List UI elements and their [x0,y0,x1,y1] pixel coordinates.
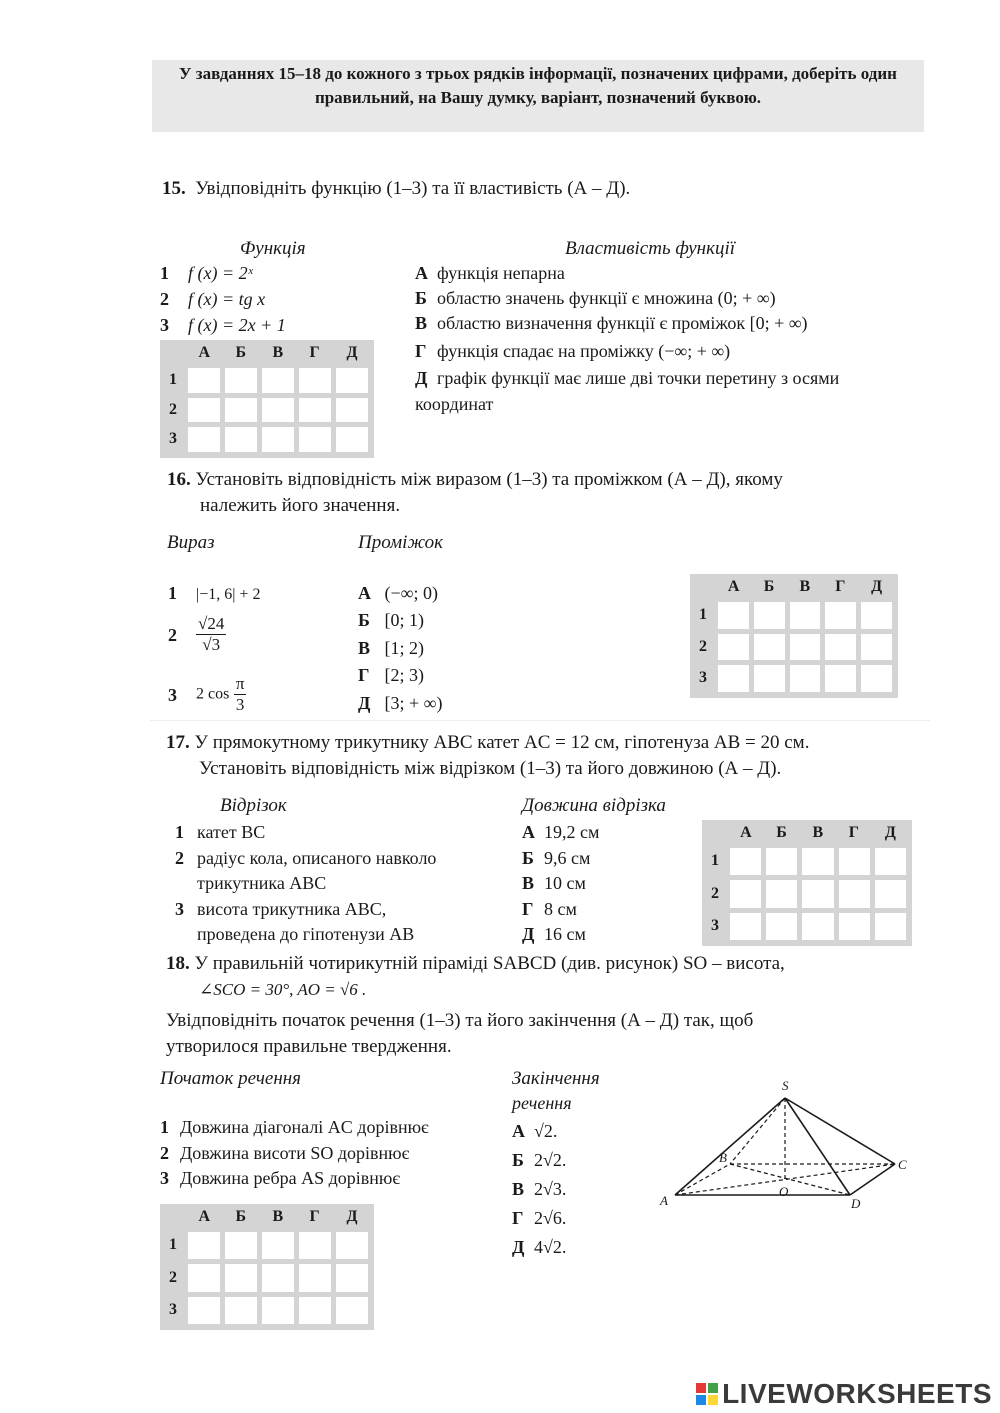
edge-sc [785,1098,895,1164]
answer-cell[interactable] [262,427,294,452]
answer-cell[interactable] [299,398,331,423]
answer-cell[interactable] [299,368,331,393]
grid-row-label: 3 [169,430,177,448]
answer-cell[interactable] [802,880,833,907]
q18-item-1: 1 Довжина діагоналі AC дорівнює [160,1117,429,1137]
grid-col-label: А [198,1208,211,1225]
answer-cell[interactable] [336,398,368,423]
grid-row-label: 2 [169,400,177,418]
q17-number: 17. [166,732,190,753]
q16-answer-grid [690,574,898,698]
answer-cell[interactable] [839,880,870,907]
q17-item-3: 3 висота трикутника ABC, [175,899,387,919]
grid-col-label: Б [763,578,775,595]
q18-left-header: Початок речення [160,1068,302,1089]
q18-title [166,951,785,1003]
answer-cell[interactable] [336,1232,368,1259]
answer-cell[interactable] [299,427,331,452]
q15-option-a: А функція непарна [415,263,565,283]
q15-title [162,176,630,202]
grid-col-label: Г [848,824,859,841]
q15-function-2: 2 f (x) = tg x [160,289,266,309]
answer-cell[interactable] [188,1297,220,1324]
answer-cell[interactable] [262,1264,294,1291]
q15-number: 15. [162,178,186,199]
q18-text-line3: Увідповідніть початок речення (1–3) та його закінчення (А – Д) так, щоб [166,1010,754,1031]
q18-text-line4: утворилося правильне твердження. [166,1036,452,1057]
answer-cell[interactable] [188,398,220,423]
label-d: D [851,1196,861,1211]
grid-col-label: Г [835,578,846,595]
answer-cell[interactable] [225,427,257,452]
q17-option-b: Б 9,6 см [522,848,591,868]
q18-item-2: 2 Довжина висоти SO дорівнює [160,1143,410,1163]
q15-left-header: Функція [240,238,306,259]
q16-title [167,467,902,519]
answer-cell[interactable] [825,602,856,629]
answer-cell[interactable] [336,1297,368,1324]
instructions-banner: У завданнях 15–18 до кожного з трьох рядків інформації, позначених цифрами, доберіть один правильний, на Вашу думку, варіант, позначений буквою. [152,60,924,132]
label-c: C [898,1157,907,1172]
answer-cell[interactable] [839,913,870,940]
q15-answer-grid [160,340,374,458]
grid-row-label: 1 [711,852,719,870]
q15-option-e: Д графік функції має лише дві точки перетину з осями координат [415,368,840,414]
answer-cell[interactable] [861,602,892,629]
q17-option-d: Г 8 см [522,899,577,919]
answer-cell[interactable] [188,427,220,452]
grid-row-label: 3 [711,916,719,934]
grid-col-label: В [799,578,811,595]
q16-left-header: Вираз [167,532,215,553]
q15-option-c: В областю визначення функції є проміжок [0; + ∞) [415,313,808,333]
q17-text-line2: Установіть відповідність між відрізком (1–3) та його довжиною (А – Д). [199,758,782,779]
grid-col-label: Д [346,1208,358,1225]
answer-cell[interactable] [225,1297,257,1324]
answer-cell[interactable] [262,1297,294,1324]
answer-cell[interactable] [861,665,892,692]
answer-cell[interactable] [790,602,821,629]
grid-col-label: В [272,344,284,361]
q18-option-e: Д 4√2. [512,1237,567,1257]
q16-right-header: Проміжок [358,532,443,553]
q17-right-header: Довжина відрізка [522,795,666,816]
q18-option-d: Г 2√6. [512,1208,567,1228]
answer-cell[interactable] [336,1264,368,1291]
label-a: A [660,1193,668,1208]
q18-text-line1: У правильній чотирикутній піраміді SABCD (див. рисунок) SO – висота, [194,953,785,974]
answer-cell[interactable] [730,880,761,907]
q17-option-e: Д 16 см [522,924,586,944]
grid-col-label: Г [309,1208,320,1225]
answer-cell[interactable] [766,913,797,940]
answer-cell[interactable] [188,1232,220,1259]
q16-expr-3: 3 2 cos $\frac{\pi}{3}$ [168,674,245,714]
q16-expr-2: 2 $\frac{√24}{√3}$ [168,614,225,654]
answer-cell[interactable] [262,368,294,393]
q15-function-1: 1 f (x) = 2ˣ [160,263,253,283]
q17-item-1: 1 катет BC [175,822,266,842]
answer-cell[interactable] [790,634,821,661]
q17-answer-grid [702,820,912,946]
pyramid-figure [655,1070,915,1215]
q18-instruction [166,1008,753,1060]
grid-col-label: Д [346,344,358,361]
liveworksheets-logo [696,1378,992,1410]
answer-cell[interactable] [718,665,749,692]
grid-row-label: 2 [711,884,719,902]
q16-option-a: А (−∞; 0) [358,583,438,603]
logo-text: LIVEWORKSHEETS [722,1378,992,1409]
q15-option-b: Б областю значень функції є множина (0; + ∞) [415,288,776,308]
grid-col-label: Б [776,824,787,841]
answer-cell[interactable] [875,880,906,907]
q18-text-line2: ∠SCO = 30°, AO = √6 . [199,980,367,999]
answer-cell[interactable] [730,913,761,940]
answer-cell[interactable] [825,634,856,661]
q16-number: 16. [167,469,191,490]
grid-row-label: 2 [699,637,707,655]
answer-cell[interactable] [262,1232,294,1259]
q17-item-3-cont: проведена до гіпотенузи AB [197,924,415,944]
grid-row-label: 3 [699,669,707,687]
answer-cell[interactable] [225,1232,257,1259]
answer-cell[interactable] [754,665,785,692]
q18-answer-grid [160,1204,374,1330]
label-b: B [719,1150,727,1165]
answer-cell[interactable] [754,634,785,661]
grid-col-label: А [740,824,752,841]
answer-cell[interactable] [299,1232,331,1259]
grid-col-label: Б [235,344,247,361]
grid-col-label: А [727,578,740,595]
edge-ab [675,1164,730,1195]
answer-cell[interactable] [790,665,821,692]
edge-sb [730,1098,785,1164]
q16-expr-1: 1 |−1, 6| + 2 [168,583,261,603]
q15-right-header: Властивість функції [565,238,736,259]
edge-sa [675,1098,785,1195]
answer-cell[interactable] [875,913,906,940]
answer-cell[interactable] [299,1297,331,1324]
edge-dc [850,1164,895,1195]
grid-col-label: А [198,344,211,361]
q16-text-line2: належить його значення. [200,495,401,516]
grid-row-label: 1 [169,370,177,388]
q17-title [166,730,809,782]
q18-option-b: Б 2√2. [512,1150,567,1170]
answer-cell[interactable] [802,848,833,875]
q17-text-line1: У прямокутному трикутнику ABC катет AC = 12 см, гіпотенуза AB = 20 см. [194,732,810,753]
q17-option-a: А 19,2 см [522,822,600,842]
q17-option-c: В 10 см [522,873,586,893]
q16-option-e: Д [3; + ∞) [358,693,443,713]
q18-right-header-1: Закінчення [512,1068,600,1089]
answer-cell[interactable] [336,427,368,452]
answer-cell[interactable] [299,1264,331,1291]
q17-left-header: Відрізок [220,795,287,816]
grid-col-label: В [812,824,824,841]
answer-cell[interactable] [875,848,906,875]
label-s: S [782,1078,789,1093]
q15-option-d: Г функція спадає на проміжку (−∞; + ∞) [415,341,731,361]
grid-col-label: Д [871,578,883,595]
grid-row-label: 2 [169,1268,177,1286]
q15-function-3: 3 f (x) = 2x + 1 [160,315,286,335]
answer-cell[interactable] [225,1264,257,1291]
q18-item-3: 3 Довжина ребра AS дорівнює [160,1168,401,1188]
answer-cell[interactable] [825,665,856,692]
grid-col-label: В [272,1208,284,1225]
q18-number: 18. [166,953,190,974]
q16-option-d: Г [2; 3) [358,665,424,685]
separator [150,720,930,721]
q17-item-2-cont: трикутника ABC [197,873,327,893]
answer-cell[interactable] [802,913,833,940]
answer-cell[interactable] [718,634,749,661]
answer-cell[interactable] [225,368,257,393]
answer-cell[interactable] [766,848,797,875]
grid-col-label: Г [309,344,320,361]
grid-col-label: Б [235,1208,247,1225]
answer-cell[interactable] [839,848,870,875]
q18-option-a: А √2. [512,1121,558,1141]
answer-cell[interactable] [336,368,368,393]
answer-cell[interactable] [188,368,220,393]
logo-icon [696,1380,718,1402]
grid-row-label: 1 [699,605,707,623]
answer-cell[interactable] [718,602,749,629]
answer-cell[interactable] [730,848,761,875]
q18-option-c: В 2√3. [512,1179,567,1199]
answer-cell[interactable] [754,602,785,629]
answer-cell[interactable] [766,880,797,907]
grid-row-label: 1 [169,1236,177,1254]
answer-cell[interactable] [861,634,892,661]
answer-cell[interactable] [188,1264,220,1291]
answer-cell[interactable] [225,398,257,423]
q16-option-c: В [1; 2) [358,638,424,658]
answer-cell[interactable] [262,398,294,423]
q17-item-2: 2 радіус кола, описаного навколо [175,848,437,868]
q15-text: Увідповідніть функцію (1–3) та її властивість (А – Д). [195,178,631,199]
grid-col-label: Д [884,824,896,841]
grid-row-label: 3 [169,1300,177,1318]
q16-option-b: Б [0; 1) [358,610,424,630]
label-o: O [779,1184,789,1199]
q16-text-line1: Установіть відповідність між виразом (1–3) та проміжком (А – Д), якому [195,469,783,490]
q18-right-header-2: речення [512,1093,572,1113]
